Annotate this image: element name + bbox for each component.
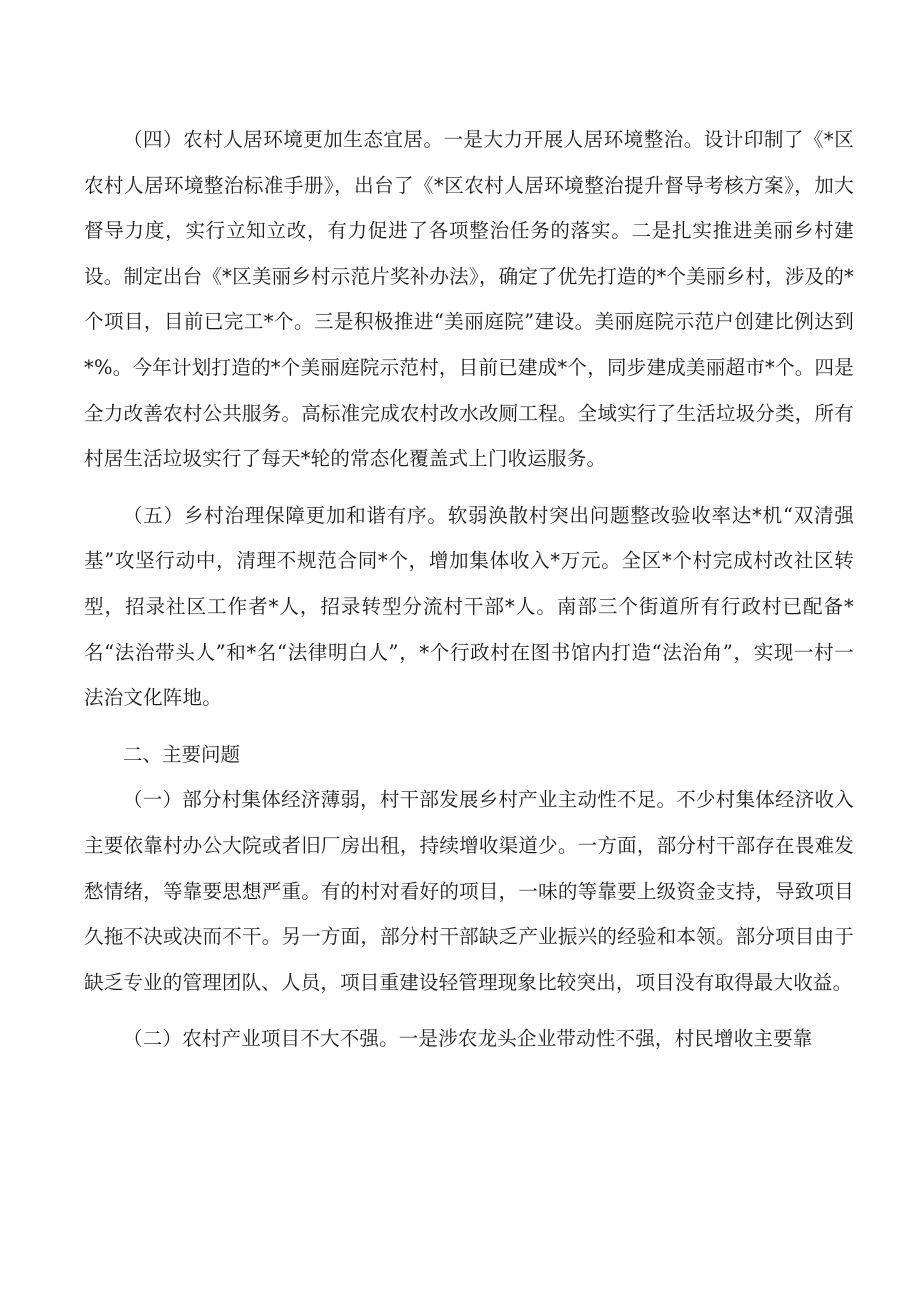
paragraph-village-collective-economy: （一）部分村集体经济薄弱，村干部发展乡村产业主动性不足。不少村集体经济收入主要依靠村办公大院或者旧厂房出租，持续增收渠道少。一方面，部分村干部存在畏难发愁情绪，等靠要思想严重。有的村对看好的项目，一味的等靠要上级资金支持，导致项目久拖不决或决而不干。另一方面，部分村干部缺乏产业振兴的经验和本领。部分项目由于缺乏专业的管理团队、人员，项目重建设轻管理现象比较突出，项目没有取得最大收益。 bbox=[84, 788, 854, 994]
paragraph-rural-industry-projects: （二）农村产业项目不大不强。一是涉农龙头企业带动性不强，村民增收主要靠 bbox=[123, 1027, 813, 1051]
document-body bbox=[84, 117, 854, 1062]
section-heading-main-problems: 二、主要问题 bbox=[123, 742, 241, 766]
paragraph-rural-environment: （四）农村人居环境更加生态宜居。一是大力开展人居环境整治。设计印制了《*区农村人居环境整治标准手册》，出台了《*区农村人居环境整治提升督导考核方案》，加大督导力度，实行立知立改，有力促进了各项整治任务的落实。二是扎实推进美丽乡村建设。制定出台《*区美丽乡村示范片奖补办法》，确定了优先打造的*个美丽乡村，涉及的*个项目，目前已完工*个。三是积极推进“美丽庭院”建设。美丽庭院示范户创建比例达到*%。今年计划打造的*个美丽庭院示范村，目前已建成*个，同步建成美丽超市*个。四是全力改善农村公共服务。高标准完成农村改水改厕工程。全域实行了生活垃圾分类，所有村居生活垃圾实行了每天*轮的常态化覆盖式上门收运服务。 bbox=[84, 128, 854, 471]
paragraph-rural-governance: （五）乡村治理保障更加和谐有序。软弱涣散村突出问题整改验收率达*机“双清强基”攻坚行动中，清理不规范合同*个，增加集体收入*万元。全区*个村完成村改社区转型，招录社区工作者*人，招录转型分流村干部*人。南部三个街道所有行政村已配备*名“法治带头人”和*名“法律明白人”，*个行政村在图书馆内打造“法治角”，实现一村一法治文化阵地。 bbox=[84, 503, 854, 710]
